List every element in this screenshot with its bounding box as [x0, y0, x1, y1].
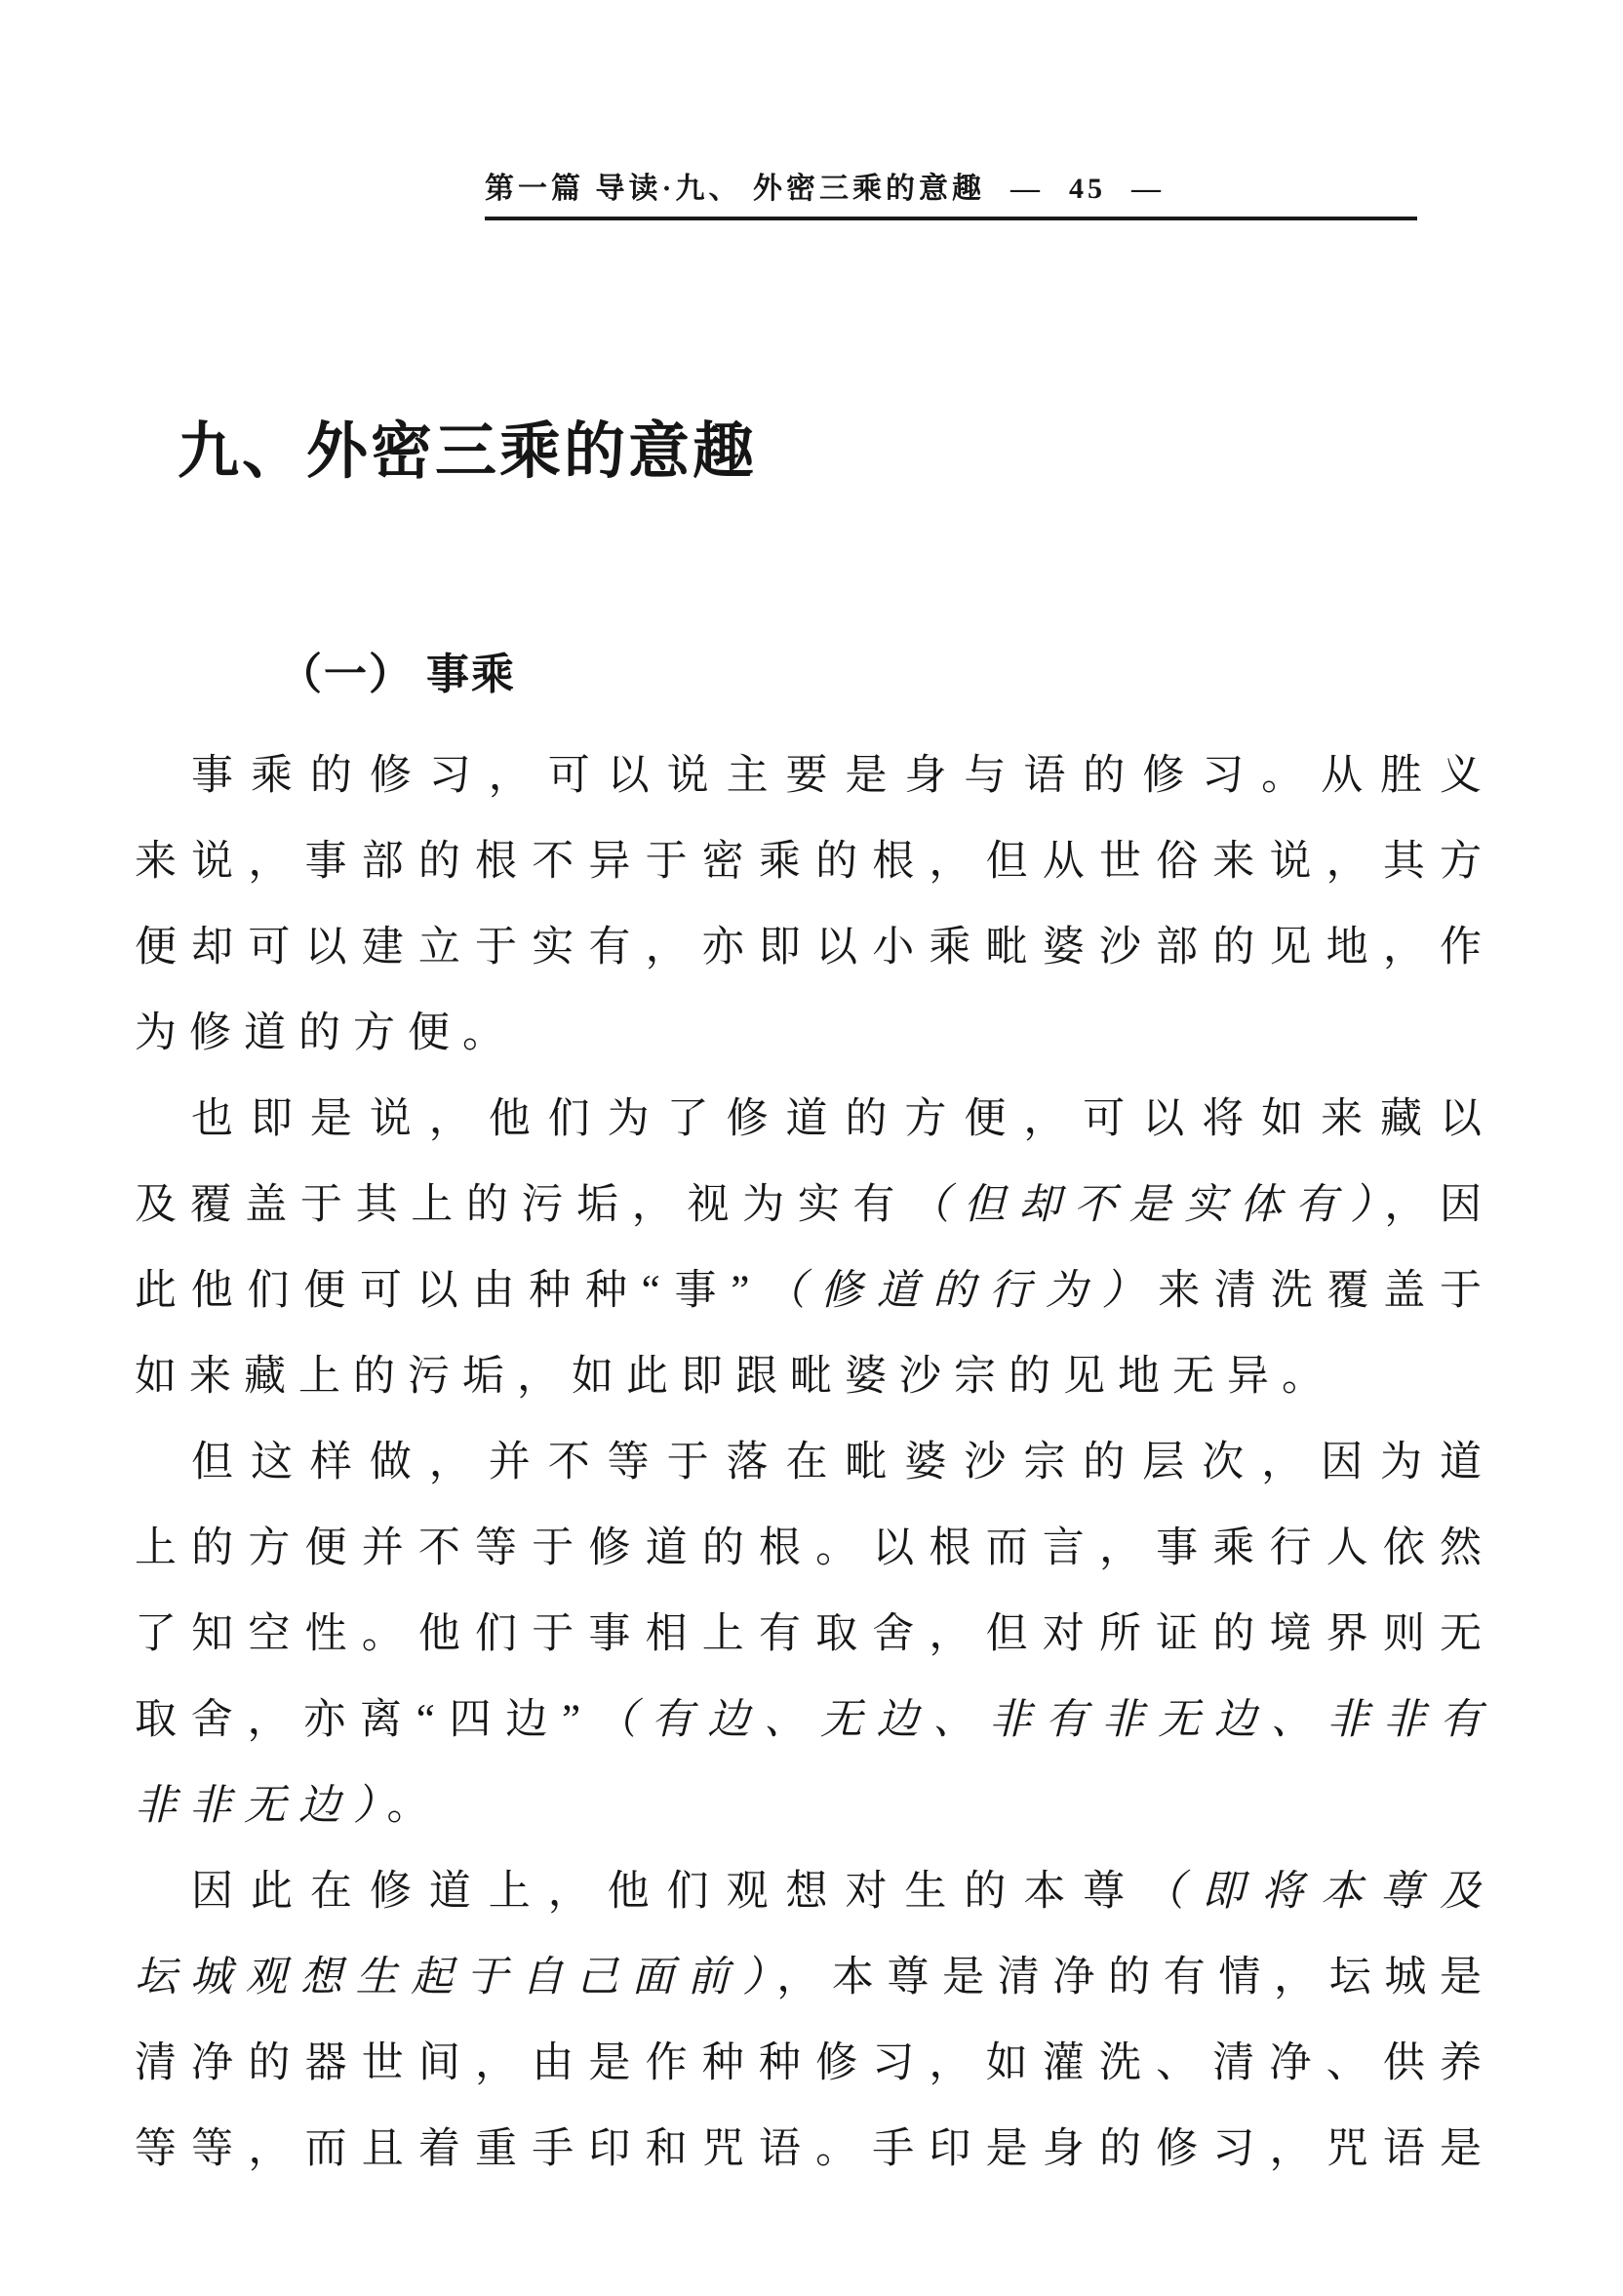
header-dash-left: — — [1010, 173, 1045, 205]
body-text: 了知空性。他们于事相上有取舍，但对所证的境界则无 — [135, 1611, 1494, 1657]
annotation-text: （即将本尊及 — [1142, 1869, 1495, 1915]
annotation-text: 坛城观想生起于自己面前） — [135, 1955, 777, 2000]
header-dash-right: — — [1131, 173, 1166, 205]
header-chapter-text: 第一篇 导读·九、 外密三乘的意趣 — [485, 173, 986, 205]
body-line — [135, 1077, 1494, 1163]
body-line — [135, 1506, 1494, 1592]
body-line — [135, 991, 1494, 1077]
body-line — [135, 2021, 1494, 2107]
annotation-text: 非非无边） — [135, 1783, 387, 1829]
body-text: 为修道的方便。 — [135, 1010, 517, 1056]
body-line — [135, 733, 1494, 819]
body-line — [135, 1935, 1494, 2021]
body-text: 取舍，亦离“四边” — [135, 1697, 594, 1743]
body-text: 上的方便并不等于修道的根。以根而言，事乘行人依然 — [135, 1525, 1494, 1571]
body-text: 便却可以建立于实有，亦即以小乘毗婆沙部的见地，作 — [135, 925, 1494, 970]
body-text: 清净的器世间，由是作种种修习，如灌洗、清净、供养 — [135, 2040, 1494, 2086]
body-text: 此他们便可以由种种“事” — [135, 1268, 763, 1314]
body-line — [135, 1248, 1494, 1334]
chapter-title: 九、外密三乘的意趣 — [178, 417, 757, 486]
body-text: ，本尊是清净的有情，坛城是 — [776, 1955, 1494, 2000]
body-text: 及覆盖于其上的污垢，视为实有 — [135, 1182, 909, 1228]
body-line — [135, 905, 1494, 991]
body-line — [135, 1849, 1494, 1935]
page-header-row — [485, 164, 1417, 207]
annotation-text: （有边、无边、非有非无边、非非有 — [593, 1697, 1495, 1743]
body-line — [135, 1334, 1494, 1420]
body-line — [135, 1678, 1494, 1763]
annotation-text: （但却不是实体有） — [908, 1182, 1385, 1228]
body-text: 。 — [386, 1783, 442, 1829]
section-heading: （一） 事乘 — [279, 651, 516, 698]
body-text: 来清洗覆盖于 — [1158, 1268, 1495, 1314]
body-text-block — [135, 733, 1494, 2193]
body-line — [135, 2107, 1494, 2193]
body-text: 等等，而且着重手印和咒语。手印是身的修习，咒语是 — [135, 2126, 1494, 2172]
body-text: 但这样做，并不等于落在毗婆沙宗的层次，因为道 — [191, 1440, 1494, 1485]
body-text: 如来藏上的污垢，如此即跟毗婆沙宗的见地无异。 — [135, 1354, 1336, 1400]
body-text: ，因 — [1384, 1182, 1495, 1228]
body-line — [135, 1592, 1494, 1678]
page-header — [485, 164, 1417, 220]
body-line — [135, 1763, 1494, 1849]
body-text: 事乘的修习，可以说主要是身与语的修习。从胜义 — [191, 753, 1494, 799]
body-text: 因此在修道上，他们观想对生的本尊 — [191, 1869, 1143, 1915]
body-text: 来说，事部的根不异于密乘的根，但从世俗来说，其方 — [135, 839, 1494, 885]
body-line — [135, 1420, 1494, 1506]
body-text: 也即是说，他们为了修道的方便，可以将如来藏以 — [191, 1096, 1494, 1142]
body-line — [135, 1163, 1494, 1248]
body-line — [135, 819, 1494, 905]
header-page-number: 45 — [1069, 173, 1107, 205]
annotation-text: （修道的行为） — [762, 1268, 1159, 1314]
